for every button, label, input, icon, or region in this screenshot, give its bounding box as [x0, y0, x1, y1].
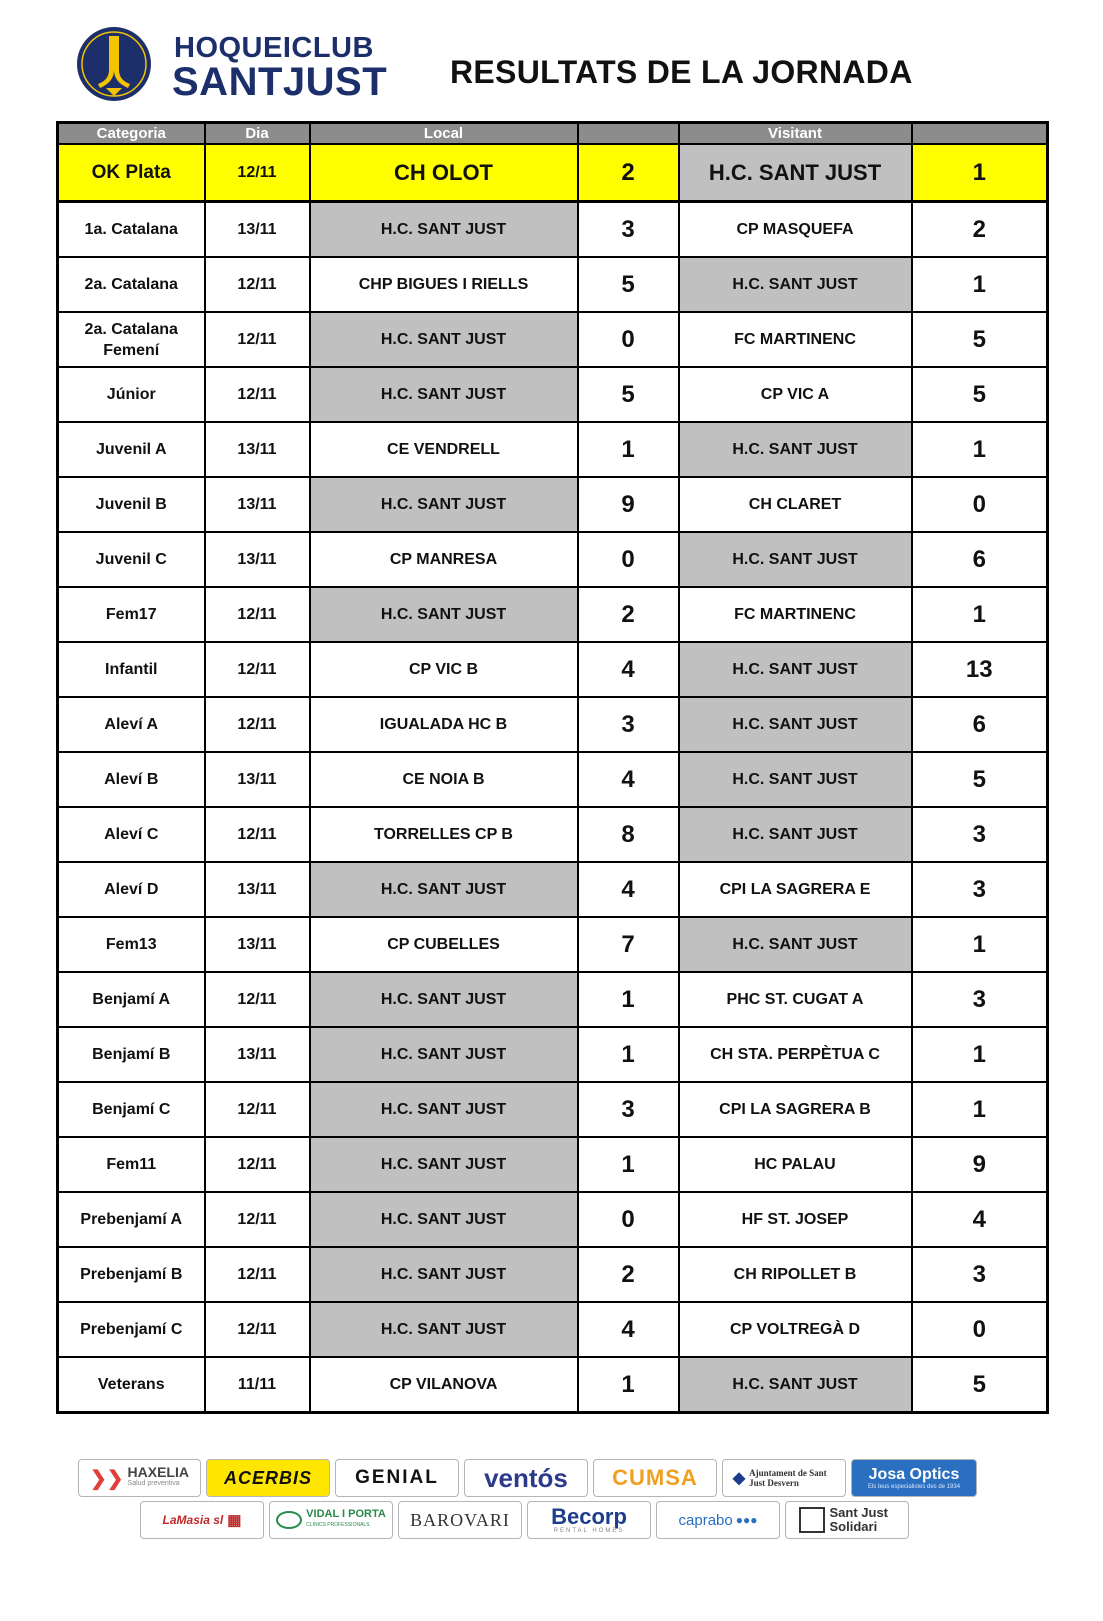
- date-cell: 13/11: [205, 477, 310, 532]
- date-cell: 12/11: [205, 257, 310, 312]
- visitor-team-cell: CP VIC A: [679, 367, 912, 422]
- sponsors-footer: [0, 1455, 1103, 1621]
- visitor-team-cell: CPI LA SAGRERA E: [679, 862, 912, 917]
- visitor-score-cell: 3: [912, 972, 1048, 1027]
- visitor-team-cell: FC MARTINENC: [679, 312, 912, 367]
- table-row: [58, 1137, 1048, 1192]
- local-score-cell: 0: [578, 1192, 679, 1247]
- date-cell: 13/11: [205, 752, 310, 807]
- sponsor-santjust-solidari-label: Sant Just Solidari: [829, 1505, 889, 1534]
- date-cell: 12/11: [205, 1137, 310, 1192]
- visitor-score-cell: 3: [912, 862, 1048, 917]
- visitor-score-cell: 1: [912, 1027, 1048, 1082]
- category-cell: Juvenil B: [58, 477, 205, 532]
- category-cell: Prebenjamí C: [58, 1302, 205, 1357]
- sponsor-genial-label: GENIAL: [355, 1467, 439, 1488]
- date-cell: 12/11: [205, 972, 310, 1027]
- local-score-cell: 5: [578, 367, 679, 422]
- date-cell: 12/11: [205, 367, 310, 422]
- sponsor-cumsa: [593, 1459, 717, 1497]
- visitor-score-cell: 6: [912, 532, 1048, 587]
- visitor-score-cell: 5: [912, 312, 1048, 367]
- category-cell: Fem11: [58, 1137, 205, 1192]
- local-score-cell: 4: [578, 642, 679, 697]
- category-cell: Infantil: [58, 642, 205, 697]
- caprabo-dots-icon: ●●●: [735, 1513, 758, 1527]
- local-score-cell: 9: [578, 477, 679, 532]
- header-date: Dia: [205, 123, 310, 145]
- visitor-team-cell: FC MARTINENC: [679, 587, 912, 642]
- table-row: [58, 422, 1048, 477]
- local-score-cell: 1: [578, 422, 679, 477]
- visitor-team-cell: CPI LA SAGRERA B: [679, 1082, 912, 1137]
- visitor-team-cell: PHC ST. CUGAT A: [679, 972, 912, 1027]
- table-row: [58, 752, 1048, 807]
- sponsor-santjust-solidari: [785, 1501, 909, 1539]
- category-cell: Veterans: [58, 1357, 205, 1413]
- page-title: RESULTATS DE LA JORNADA: [450, 54, 913, 90]
- club-name-line2: SANTJUST: [172, 60, 388, 104]
- date-cell: 13/11: [205, 422, 310, 477]
- visitor-score-cell: 0: [912, 477, 1048, 532]
- sponsor-josa-label: Josa Optics: [868, 1466, 960, 1483]
- visitor-team-cell: HF ST. JOSEP: [679, 1192, 912, 1247]
- sponsor-becorp: [527, 1501, 651, 1539]
- date-cell: 13/11: [205, 1027, 310, 1082]
- visitor-team-cell: H.C. SANT JUST: [679, 752, 912, 807]
- category-cell: Prebenjamí B: [58, 1247, 205, 1302]
- local-team-cell: H.C. SANT JUST: [310, 1082, 578, 1137]
- visitor-score-cell: 3: [912, 1247, 1048, 1302]
- category-cell: Benjamí C: [58, 1082, 205, 1137]
- date-cell: 13/11: [205, 202, 310, 258]
- local-team-cell: TORRELLES CP B: [310, 807, 578, 862]
- visitor-team-cell: H.C. SANT JUST: [679, 144, 912, 202]
- local-team-cell: IGUALADA HC B: [310, 697, 578, 752]
- visitor-score-cell: 5: [912, 367, 1048, 422]
- table-row: [58, 1357, 1048, 1413]
- sponsor-vidal-porta-sub: CLINICS PROFESSIONALS: [306, 1522, 370, 1528]
- sponsor-barovari: [398, 1501, 522, 1539]
- sponsor-genial: [335, 1459, 459, 1497]
- table-row: [58, 1247, 1048, 1302]
- sponsor-josa: [851, 1459, 977, 1497]
- local-team-cell: H.C. SANT JUST: [310, 367, 578, 422]
- date-cell: 12/11: [205, 1192, 310, 1247]
- date-cell: 12/11: [205, 697, 310, 752]
- table-row: [58, 532, 1048, 587]
- haxelia-arrows-icon: ❯❯: [90, 1467, 124, 1490]
- category-cell: Fem13: [58, 917, 205, 972]
- visitor-score-cell: 1: [912, 917, 1048, 972]
- category-cell: Aleví C: [58, 807, 205, 862]
- local-score-cell: 2: [578, 144, 679, 202]
- category-cell: 2a. Catalana: [58, 257, 205, 312]
- visitor-team-cell: H.C. SANT JUST: [679, 807, 912, 862]
- date-cell: 12/11: [205, 587, 310, 642]
- local-team-cell: CE VENDRELL: [310, 422, 578, 477]
- local-team-cell: H.C. SANT JUST: [310, 312, 578, 367]
- header-visitor-score: [912, 123, 1048, 145]
- local-team-cell: H.C. SANT JUST: [310, 477, 578, 532]
- sponsor-barovari-label: BAROVARI: [410, 1509, 510, 1530]
- visitor-score-cell: 2: [912, 202, 1048, 258]
- local-team-cell: H.C. SANT JUST: [310, 1302, 578, 1357]
- date-cell: 11/11: [205, 1357, 310, 1413]
- sponsor-lamasia-label: LaMasia sl: [162, 1513, 224, 1527]
- club-crest-icon: [76, 26, 152, 102]
- local-team-cell: H.C. SANT JUST: [310, 1027, 578, 1082]
- category-cell: Benjamí A: [58, 972, 205, 1027]
- solidari-emblem-icon: [799, 1507, 825, 1533]
- sponsor-caprabo: [656, 1501, 780, 1539]
- sponsor-lamasia: [140, 1501, 264, 1539]
- local-score-cell: 1: [578, 1027, 679, 1082]
- sponsor-ventos: [464, 1459, 588, 1497]
- table-row: [58, 1302, 1048, 1357]
- visitor-team-cell: CP MASQUEFA: [679, 202, 912, 258]
- truck-icon: ▦: [227, 1512, 242, 1529]
- local-team-cell: CE NOIA B: [310, 752, 578, 807]
- local-score-cell: 2: [578, 1247, 679, 1302]
- visitor-score-cell: 13: [912, 642, 1048, 697]
- sponsor-cumsa-label: CUMSA: [612, 1465, 698, 1490]
- visitor-score-cell: 5: [912, 1357, 1048, 1413]
- category-cell: Júnior: [58, 367, 205, 422]
- visitor-score-cell: 1: [912, 257, 1048, 312]
- sponsor-acerbis-label: ACERBIS: [223, 1467, 312, 1488]
- table-row: [58, 1027, 1048, 1082]
- visitor-team-cell: H.C. SANT JUST: [679, 532, 912, 587]
- sponsor-vidal-porta: [269, 1501, 393, 1539]
- local-score-cell: 0: [578, 532, 679, 587]
- table-row: [58, 807, 1048, 862]
- category-cell: Juvenil C: [58, 532, 205, 587]
- local-score-cell: 0: [578, 312, 679, 367]
- table-row: [58, 917, 1048, 972]
- date-cell: 12/11: [205, 1247, 310, 1302]
- table-row: [58, 477, 1048, 532]
- sponsor-caprabo-label: caprabo: [678, 1511, 733, 1529]
- results-table: [56, 121, 1049, 1414]
- table-row: [58, 1192, 1048, 1247]
- visitor-score-cell: 1: [912, 1082, 1048, 1137]
- visitor-score-cell: 3: [912, 807, 1048, 862]
- date-cell: 12/11: [205, 807, 310, 862]
- local-score-cell: 3: [578, 202, 679, 258]
- visitor-score-cell: 1: [912, 144, 1048, 202]
- local-score-cell: 4: [578, 862, 679, 917]
- visitor-team-cell: H.C. SANT JUST: [679, 642, 912, 697]
- visitor-score-cell: 1: [912, 422, 1048, 477]
- visitor-team-cell: H.C. SANT JUST: [679, 422, 912, 477]
- table-row: [58, 257, 1048, 312]
- local-score-cell: 3: [578, 697, 679, 752]
- page-header: [0, 0, 1103, 120]
- sponsor-ajuntament: [722, 1459, 846, 1497]
- sponsor-ajuntament-label: Ajuntament de Sant Just Desvern: [749, 1468, 827, 1488]
- visitor-score-cell: 6: [912, 697, 1048, 752]
- table-row: [58, 1082, 1048, 1137]
- date-cell: 12/11: [205, 642, 310, 697]
- table-row: [58, 972, 1048, 1027]
- category-cell: Aleví B: [58, 752, 205, 807]
- sponsor-haxelia: [78, 1459, 201, 1497]
- local-score-cell: 7: [578, 917, 679, 972]
- local-team-cell: CP CUBELLES: [310, 917, 578, 972]
- category-cell: 2a. Catalana Femení: [58, 312, 205, 367]
- results-body: [58, 144, 1048, 1413]
- local-score-cell: 2: [578, 587, 679, 642]
- category-cell: Fem17: [58, 587, 205, 642]
- club-name-line1: HOQUEICLUB: [174, 32, 374, 64]
- local-team-cell: H.C. SANT JUST: [310, 862, 578, 917]
- sponsor-josa-sub: Els teus especialistes des de 1934: [867, 1484, 961, 1490]
- header-category: Categoria: [58, 123, 205, 145]
- table-row: [58, 312, 1048, 367]
- ajuntament-emblem-icon: ◆: [732, 1470, 746, 1487]
- date-cell: 13/11: [205, 862, 310, 917]
- table-row: [58, 862, 1048, 917]
- sponsor-acerbis: [206, 1459, 330, 1497]
- local-score-cell: 1: [578, 1137, 679, 1192]
- visitor-team-cell: H.C. SANT JUST: [679, 697, 912, 752]
- local-team-cell: H.C. SANT JUST: [310, 1192, 578, 1247]
- date-cell: 13/11: [205, 532, 310, 587]
- header-local: Local: [310, 123, 578, 145]
- table-row: [58, 697, 1048, 752]
- sponsor-becorp-label: Becorp: [551, 1504, 627, 1529]
- visitor-team-cell: CH STA. PERPÈTUA C: [679, 1027, 912, 1082]
- visitor-score-cell: 4: [912, 1192, 1048, 1247]
- local-team-cell: CP VIC B: [310, 642, 578, 697]
- local-team-cell: H.C. SANT JUST: [310, 587, 578, 642]
- date-cell: 12/11: [205, 312, 310, 367]
- local-score-cell: 4: [578, 1302, 679, 1357]
- club-logo: [76, 26, 386, 106]
- visitor-team-cell: H.C. SANT JUST: [679, 917, 912, 972]
- local-team-cell: H.C. SANT JUST: [310, 1137, 578, 1192]
- date-cell: 12/11: [205, 1082, 310, 1137]
- local-team-cell: H.C. SANT JUST: [310, 202, 578, 258]
- category-cell: Benjamí B: [58, 1027, 205, 1082]
- table-row: [58, 202, 1048, 258]
- local-score-cell: 1: [578, 972, 679, 1027]
- category-cell: Aleví A: [58, 697, 205, 752]
- local-score-cell: 1: [578, 1357, 679, 1413]
- date-cell: 12/11: [205, 1302, 310, 1357]
- header-visitor: Visitant: [679, 123, 912, 145]
- visitor-team-cell: H.C. SANT JUST: [679, 1357, 912, 1413]
- visitor-score-cell: 9: [912, 1137, 1048, 1192]
- visitor-team-cell: CH RIPOLLET B: [679, 1247, 912, 1302]
- table-row: [58, 144, 1048, 202]
- category-cell: 1a. Catalana: [58, 202, 205, 258]
- local-team-cell: CP VILANOVA: [310, 1357, 578, 1413]
- local-score-cell: 5: [578, 257, 679, 312]
- local-team-cell: CP MANRESA: [310, 532, 578, 587]
- local-team-cell: H.C. SANT JUST: [310, 972, 578, 1027]
- table-row: [58, 367, 1048, 422]
- local-score-cell: 3: [578, 1082, 679, 1137]
- sponsor-haxelia-sub: Salud preventiva: [127, 1480, 180, 1487]
- visitor-team-cell: CH CLARET: [679, 477, 912, 532]
- date-cell: 12/11: [205, 144, 310, 202]
- sponsor-ventos-label: ventós: [484, 1462, 568, 1493]
- visitor-team-cell: HC PALAU: [679, 1137, 912, 1192]
- local-team-cell: CHP BIGUES I RIELLS: [310, 257, 578, 312]
- local-score-cell: 8: [578, 807, 679, 862]
- visitor-score-cell: 5: [912, 752, 1048, 807]
- category-cell: Aleví D: [58, 862, 205, 917]
- local-score-cell: 4: [578, 752, 679, 807]
- category-cell: OK Plata: [58, 144, 205, 202]
- vidal-porta-emblem-icon: [276, 1511, 302, 1529]
- category-cell: Prebenjamí A: [58, 1192, 205, 1247]
- table-row: [58, 642, 1048, 697]
- header-local-score: [578, 123, 679, 145]
- table-header-row: [58, 123, 1048, 145]
- sponsor-haxelia-label: HAXELIA: [127, 1464, 189, 1480]
- visitor-score-cell: 1: [912, 587, 1048, 642]
- visitor-team-cell: CP VOLTREGÀ D: [679, 1302, 912, 1357]
- sponsor-becorp-sub: RENTAL HOMES: [553, 1528, 625, 1534]
- visitor-score-cell: 0: [912, 1302, 1048, 1357]
- local-team-cell: H.C. SANT JUST: [310, 1247, 578, 1302]
- date-cell: 13/11: [205, 917, 310, 972]
- table-row: [58, 587, 1048, 642]
- sponsor-vidal-porta-label: VIDAL I PORTA: [306, 1508, 386, 1520]
- category-cell: Juvenil A: [58, 422, 205, 477]
- visitor-team-cell: H.C. SANT JUST: [679, 257, 912, 312]
- local-team-cell: CH OLOT: [310, 144, 578, 202]
